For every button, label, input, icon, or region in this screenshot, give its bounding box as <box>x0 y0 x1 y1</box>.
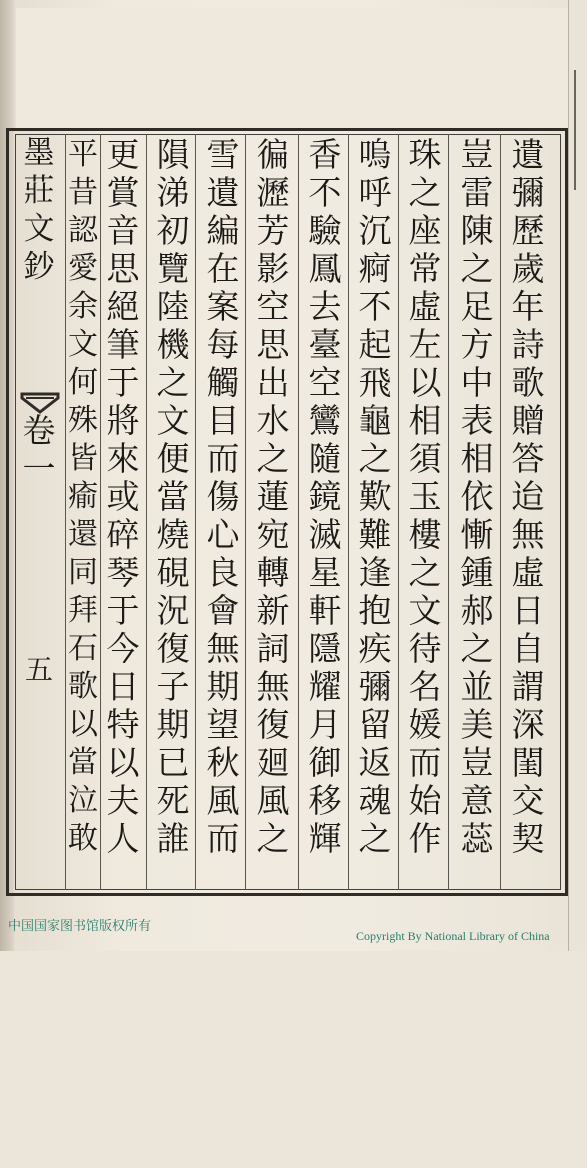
glyph: 筆 <box>106 325 140 364</box>
glyph: 日 <box>106 667 140 706</box>
text-column-7 <box>198 136 248 892</box>
glyph: 鏡 <box>308 477 342 516</box>
glyph: 之 <box>460 249 494 288</box>
glyph: 在 <box>206 249 240 288</box>
glyph: 隱 <box>308 629 342 668</box>
glyph: 以 <box>68 707 98 742</box>
glyph: 驗 <box>308 211 342 250</box>
glyph: 平 <box>68 137 98 172</box>
glyph: 之 <box>256 819 290 858</box>
glyph: 無 <box>206 629 240 668</box>
text-column-10 <box>66 136 100 892</box>
column-rule <box>298 134 299 890</box>
glyph: 不 <box>358 287 392 326</box>
glyph: 豈 <box>460 135 494 174</box>
glyph: 芳 <box>256 211 290 250</box>
glyph: 期 <box>156 705 190 744</box>
glyph: 並 <box>460 667 494 706</box>
glyph: 之 <box>156 363 190 402</box>
glyph: 機 <box>156 325 190 364</box>
glyph: 左 <box>408 325 442 364</box>
glyph: 良 <box>206 553 240 592</box>
glyph: 贈 <box>511 401 545 440</box>
glyph: 文 <box>156 401 190 440</box>
glyph: 難 <box>358 515 392 554</box>
glyph: 琴 <box>106 553 140 592</box>
top-margin <box>16 8 571 128</box>
glyph: 以 <box>408 363 442 402</box>
glyph: 雷 <box>460 173 494 212</box>
glyph: 陸 <box>156 287 190 326</box>
glyph: 期 <box>206 667 240 706</box>
glyph: 廻 <box>256 743 290 782</box>
glyph: 始 <box>408 781 442 820</box>
glyph: 皆 <box>68 441 98 476</box>
glyph: 虛 <box>408 287 442 326</box>
glyph: 沉 <box>358 211 392 250</box>
glyph: 昔 <box>68 175 98 210</box>
glyph: 當 <box>68 745 98 780</box>
glyph: 歌 <box>511 363 545 402</box>
glyph: 御 <box>308 743 342 782</box>
glyph: 影 <box>256 249 290 288</box>
glyph: 新 <box>256 591 290 630</box>
glyph: 豈 <box>460 743 494 782</box>
glyph: 答 <box>511 439 545 478</box>
glyph: 每 <box>206 325 240 364</box>
glyph: 呼 <box>358 173 392 212</box>
glyph: 蓮 <box>256 477 290 516</box>
glyph: 空 <box>256 287 290 326</box>
glyph: 表 <box>460 401 494 440</box>
glyph: 會 <box>206 591 240 630</box>
glyph: 音 <box>106 211 140 250</box>
glyph: 空 <box>308 363 342 402</box>
glyph: 雪 <box>206 135 240 174</box>
glyph: 思 <box>256 325 290 364</box>
glyph: 泣 <box>68 783 98 818</box>
next-page-edge <box>568 0 587 951</box>
glyph: 歌 <box>68 669 98 704</box>
glyph: 相 <box>408 401 442 440</box>
glyph: 星 <box>308 553 342 592</box>
glyph: 于 <box>106 591 140 630</box>
glyph: 常 <box>408 249 442 288</box>
glyph: 復 <box>256 705 290 744</box>
glyph: 滅 <box>308 515 342 554</box>
glyph: 夫 <box>106 781 140 820</box>
glyph: 硯 <box>156 553 190 592</box>
glyph: 認 <box>68 213 98 248</box>
glyph: 而 <box>408 743 442 782</box>
glyph: 移 <box>308 781 342 820</box>
glyph: 已 <box>156 743 190 782</box>
glyph: 一 <box>22 449 56 488</box>
glyph: 樓 <box>408 515 442 554</box>
glyph: 秋 <box>206 743 240 782</box>
glyph: 閨 <box>511 743 545 782</box>
glyph: 臺 <box>308 325 342 364</box>
glyph: 龜 <box>358 401 392 440</box>
glyph: 方 <box>460 325 494 364</box>
glyph: 耀 <box>308 667 342 706</box>
glyph: 謂 <box>511 667 545 706</box>
glyph: 復 <box>156 629 190 668</box>
text-column-1 <box>503 136 553 892</box>
glyph: 相 <box>460 439 494 478</box>
glyph: 依 <box>460 477 494 516</box>
glyph: 足 <box>460 287 494 326</box>
glyph: 當 <box>156 477 190 516</box>
glyph: 案 <box>206 287 240 326</box>
glyph: 香 <box>308 135 342 174</box>
glyph: 而 <box>206 819 240 858</box>
glyph: 思 <box>106 249 140 288</box>
text-column-5 <box>300 136 350 892</box>
glyph: 死 <box>156 781 190 820</box>
glyph: 燒 <box>156 515 190 554</box>
glyph: 鳳 <box>308 249 342 288</box>
glyph: 傷 <box>206 477 240 516</box>
glyph: 留 <box>358 705 392 744</box>
glyph: 宛 <box>256 515 290 554</box>
glyph: 轉 <box>256 553 290 592</box>
watermark-left: 中国国家图书馆版权所有 <box>8 919 152 934</box>
glyph: 文 <box>23 211 55 247</box>
glyph: 殊 <box>68 403 98 438</box>
glyph: 自 <box>511 629 545 668</box>
glyph: 待 <box>408 629 442 668</box>
glyph: 意 <box>460 781 494 820</box>
glyph: 作 <box>408 819 442 858</box>
glyph: 風 <box>256 781 290 820</box>
text-column-6 <box>248 136 298 892</box>
glyph: 慚 <box>460 515 494 554</box>
glyph: 歲 <box>511 249 545 288</box>
glyph: 契 <box>511 819 545 858</box>
glyph: 魂 <box>358 781 392 820</box>
glyph: 年 <box>511 287 545 326</box>
glyph: 敢 <box>68 821 98 856</box>
glyph: 無 <box>511 515 545 554</box>
glyph: 文 <box>408 591 442 630</box>
glyph: 絕 <box>106 287 140 326</box>
glyph: 徧 <box>256 135 290 174</box>
glyph: 陳 <box>460 211 494 250</box>
glyph: 覽 <box>156 249 190 288</box>
glyph: 詩 <box>511 325 545 364</box>
text-column-2 <box>452 136 502 892</box>
text-column-9 <box>98 136 148 892</box>
volume-label <box>15 412 63 1168</box>
glyph: 便 <box>156 439 190 478</box>
glyph: 輝 <box>308 819 342 858</box>
glyph: 更 <box>106 135 140 174</box>
glyph: 嗚 <box>358 135 392 174</box>
glyph: 石 <box>68 631 98 666</box>
glyph: 媛 <box>408 705 442 744</box>
glyph: 之 <box>256 439 290 478</box>
text-column-8 <box>148 136 198 892</box>
glyph: 之 <box>408 553 442 592</box>
glyph: 之 <box>358 819 392 858</box>
watermark-right: Copyright By National Library of China <box>356 929 550 943</box>
glyph: 美 <box>460 705 494 744</box>
glyph: 子 <box>156 667 190 706</box>
glyph: 而 <box>206 439 240 478</box>
glyph: 或 <box>106 477 140 516</box>
glyph: 望 <box>206 705 240 744</box>
glyph: 歷 <box>511 211 545 250</box>
glyph: 起 <box>358 325 392 364</box>
glyph: 來 <box>106 439 140 478</box>
glyph: 虛 <box>511 553 545 592</box>
glyph: 之 <box>408 173 442 212</box>
glyph: 抱 <box>358 591 392 630</box>
glyph: 碎 <box>106 515 140 554</box>
glyph: 鍾 <box>460 553 494 592</box>
glyph: 還 <box>68 517 98 552</box>
glyph: 名 <box>408 667 442 706</box>
glyph: 須 <box>408 439 442 478</box>
glyph: 瘉 <box>68 479 98 514</box>
glyph: 去 <box>308 287 342 326</box>
glyph: 觸 <box>206 363 240 402</box>
glyph: 軒 <box>308 591 342 630</box>
glyph: 愛 <box>68 251 98 286</box>
glyph: 特 <box>106 705 140 744</box>
glyph: 鸞 <box>308 401 342 440</box>
glyph: 賞 <box>106 173 140 212</box>
glyph: 隨 <box>308 439 342 478</box>
glyph: 遺 <box>206 173 240 212</box>
glyph: 瀝 <box>256 173 290 212</box>
glyph: 郝 <box>460 591 494 630</box>
glyph: 于 <box>106 363 140 402</box>
glyph: 痾 <box>358 249 392 288</box>
glyph: 彌 <box>511 173 545 212</box>
folio-number: 五 <box>24 653 53 686</box>
glyph: 日 <box>511 591 545 630</box>
glyph: 水 <box>256 401 290 440</box>
glyph: 況 <box>156 591 190 630</box>
glyph: 返 <box>358 743 392 782</box>
glyph: 蕊 <box>460 819 494 858</box>
glyph: 人 <box>106 819 140 858</box>
glyph: 月 <box>308 705 342 744</box>
glyph: 歎 <box>358 477 392 516</box>
glyph: 卷 <box>22 411 56 450</box>
glyph: 中 <box>460 363 494 402</box>
glyph: 遺 <box>511 135 545 174</box>
glyph: 墨 <box>23 135 55 171</box>
glyph: 詞 <box>256 629 290 668</box>
glyph: 之 <box>358 439 392 478</box>
glyph: 鈔 <box>23 249 55 285</box>
glyph: 迨 <box>511 477 545 516</box>
text-column-4 <box>350 136 400 892</box>
glyph: 誰 <box>156 819 190 858</box>
glyph: 余 <box>68 289 98 324</box>
glyph: 心 <box>206 515 240 554</box>
glyph: 深 <box>511 705 545 744</box>
glyph: 同 <box>68 555 98 590</box>
text-column-3 <box>400 136 450 892</box>
glyph: 之 <box>460 629 494 668</box>
glyph: 飛 <box>358 363 392 402</box>
glyph: 拜 <box>68 593 98 628</box>
glyph: 隕 <box>156 135 190 174</box>
glyph: 逢 <box>358 553 392 592</box>
glyph: 目 <box>206 401 240 440</box>
glyph: 以 <box>106 743 140 782</box>
glyph: 莊 <box>23 173 55 209</box>
glyph: 將 <box>106 401 140 440</box>
glyph: 今 <box>106 629 140 668</box>
glyph: 文 <box>68 327 98 362</box>
glyph: 出 <box>256 363 290 402</box>
glyph: 珠 <box>408 135 442 174</box>
glyph: 玉 <box>408 477 442 516</box>
glyph: 初 <box>156 211 190 250</box>
glyph: 無 <box>256 667 290 706</box>
glyph: 風 <box>206 781 240 820</box>
glyph: 何 <box>68 365 98 400</box>
glyph: 疾 <box>358 629 392 668</box>
glyph: 交 <box>511 781 545 820</box>
glyph: 不 <box>308 173 342 212</box>
glyph: 涕 <box>156 173 190 212</box>
glyph: 編 <box>206 211 240 250</box>
glyph: 彌 <box>358 667 392 706</box>
glyph: 座 <box>408 211 442 250</box>
